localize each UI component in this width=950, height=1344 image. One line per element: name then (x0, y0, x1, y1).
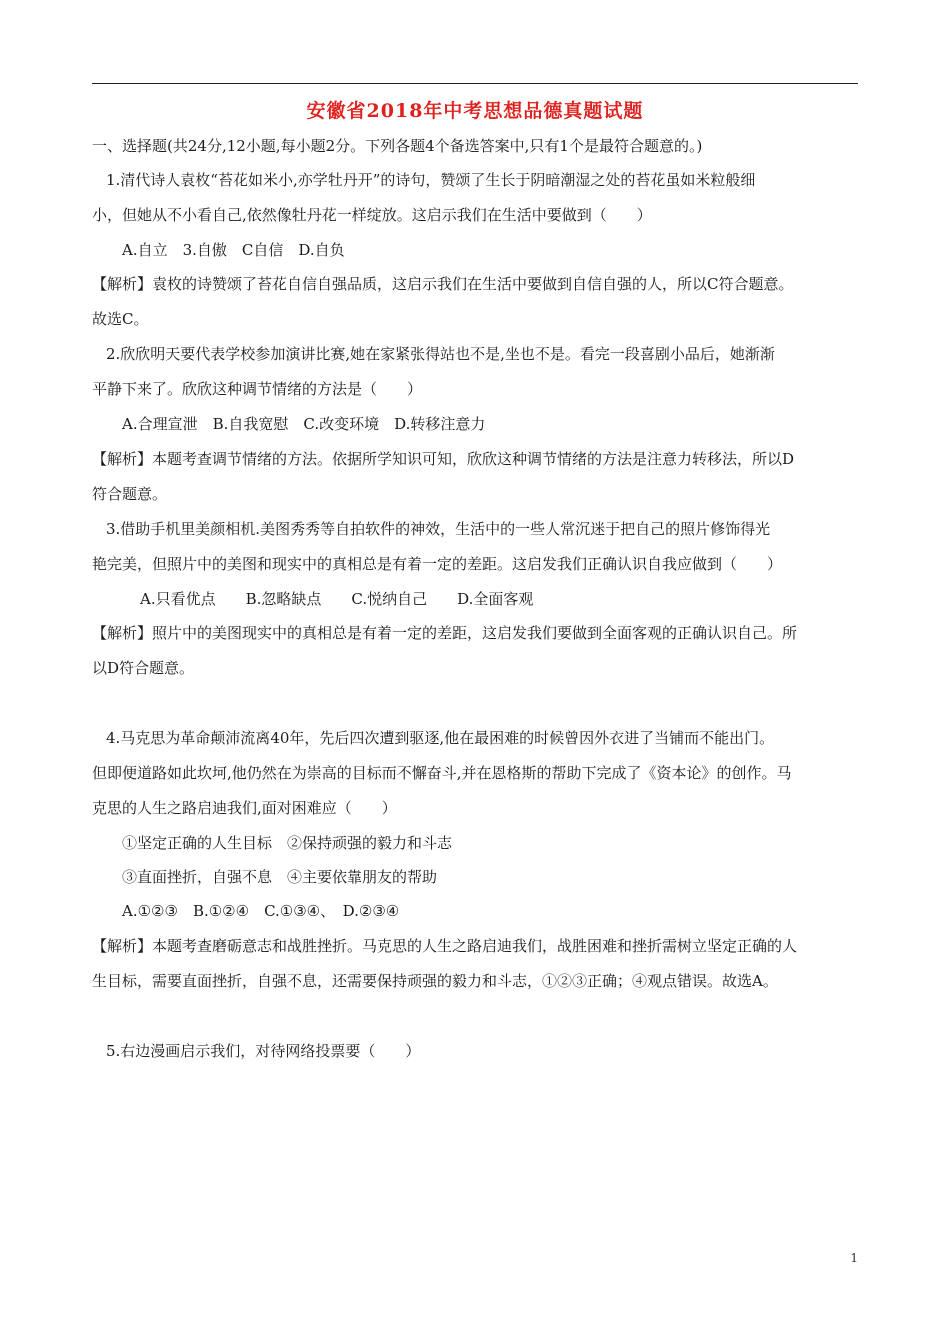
q1-analysis-line1: 【解析】袁枚的诗赞颂了苔花自信自强品质，这启示我们在生活中要做到自信自强的人，所以C符合题意。 (92, 275, 794, 293)
q4-analysis-line1: 【解析】本题考查磨砺意志和战胜挫折。马克思的人生之路启迪我们，战胜困难和挫折需树立坚定正确的人 (92, 937, 798, 955)
document-title: 安徽省2018年中考思想品德真题试题 (306, 100, 644, 122)
q2-analysis-line1: 【解析】本题考查调节情绪的方法。依据所学知识可知，欣欣这种调节情绪的方法是注意力转移法，所以D (92, 450, 795, 468)
q4-stem-line1: 4.马克思为革命颠沛流离40年，先后四次遭到驱逐,他在最困难的时候曾因外衣进了当铺而不能出门。 (106, 729, 775, 747)
q2-analysis-line2: 符合题意。 (92, 485, 168, 503)
q4-stem-line2: 但即便道路如此坎坷,他仍然在为崇高的目标而不懈奋斗,并在恩格斯的帮助下完成了《资本论》的创作。马 (92, 764, 792, 782)
q1-options: A.自立 3.自傲 C自信 D.自负 (122, 241, 345, 259)
q4-choice-line1: ①坚定正确的人生目标 ②保持顽强的毅力和斗志 (122, 834, 453, 852)
q4-options: A.①②③ B.①②④ C.①③④、 D.②③④ (122, 902, 400, 920)
q2-stem-line2: 平静下来了。欣欣这种调节情绪的方法是（ ） (92, 380, 423, 398)
q4-choice-line2: ③直面挫折，自强不息 ④主要依靠朋友的帮助 (122, 868, 438, 886)
q1-stem-line2: 小，但她从不小看自己,依然像牡丹花一样绽放。这启示我们在生活中要做到（ ） (92, 206, 652, 224)
header-rule (92, 83, 858, 84)
q3-analysis-line1: 【解析】照片中的美图现实中的真相总是有着一定的差距，这启发我们要做到全面客观的正确认识自己。所 (92, 624, 798, 642)
q3-analysis-line2: 以D符合题意。 (92, 659, 195, 677)
q1-analysis-line2: 故选C。 (92, 310, 149, 328)
page-number: 1 (850, 1251, 858, 1265)
q1-stem-line1: 1.清代诗人袁枚“苔花如米小,亦学牡丹开”的诗句，赞颂了生长于阴暗潮湿之处的苔花虽如米粒般细 (106, 171, 756, 189)
q2-stem-line1: 2.欣欣明天要代表学校参加演讲比赛,她在家紧张得站也不是,坐也不是。看完一段喜剧小品后，她渐渐 (106, 345, 775, 363)
q3-options: A.只看优点 B.忽略缺点 C.悦纳自己 D.全面客观 (140, 590, 534, 608)
q4-analysis-line2: 生目标，需要直面挫折，自强不息，还需要保持顽强的毅力和斗志，①②③正确；④观点错误。故选A。 (92, 972, 778, 990)
q4-stem-line3: 克思的人生之路启迪我们,面对困难应（ ） (92, 799, 397, 817)
q3-stem-line2: 艳完美，但照片中的美图和现实中的真相总是有着一定的差距。这启发我们正确认识自我应做到（ ） (92, 555, 783, 573)
q3-stem-line1: 3.借助手机里美颜相机.美图秀秀等自拍软件的神效，生活中的一些人常沉迷于把自己的照片修饰得光 (106, 520, 771, 538)
section-header: 一、选择题(共24分,12小题,每小题2分。下列各题4个备选答案中,只有1个是最符合题意的。) (92, 137, 703, 155)
q5-stem-line1: 5.右边漫画启示我们，对待网络投票要（ ） (106, 1042, 421, 1060)
q2-options: A.合理宣泄 B.自我宽慰 C.改变环境 D.转移注意力 (122, 415, 486, 433)
